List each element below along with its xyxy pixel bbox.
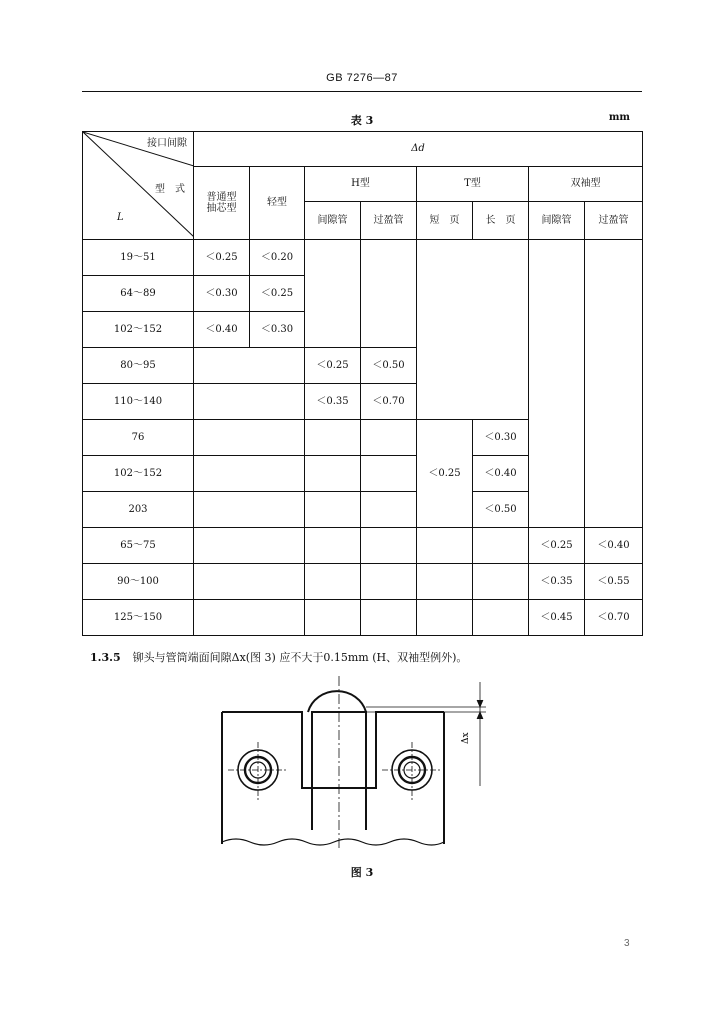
cell-length: 76: [83, 420, 194, 456]
cell-empty: [417, 564, 473, 600]
cell-length: 102～152: [83, 456, 194, 492]
cell-h-over: ＜0.50: [361, 348, 417, 384]
cell-t-long: ＜0.50: [473, 492, 529, 528]
clause-note: [90, 649, 467, 665]
cell-light: ＜0.25: [250, 276, 305, 312]
gap-dimension-label: Δx: [461, 732, 471, 744]
table-row: [83, 528, 643, 564]
cell-empty: [417, 600, 473, 636]
cell-empty: [417, 528, 473, 564]
sub-d-over: 过盈管: [585, 202, 643, 240]
cell-length: 80～95: [83, 348, 194, 384]
cell-empty: [473, 528, 529, 564]
table-caption: 表 3: [350, 114, 374, 127]
cell-ordinary: ＜0.30: [194, 276, 250, 312]
cell-h-gap: ＜0.25: [305, 348, 361, 384]
cell-ordinary: ＜0.40: [194, 312, 250, 348]
group-h: H型: [305, 167, 417, 202]
sub-t-long: 长 页: [473, 202, 529, 240]
cell-empty: [305, 528, 361, 564]
cell-empty: [305, 564, 361, 600]
cell-t-long: ＜0.30: [473, 420, 529, 456]
cell-h-over: ＜0.70: [361, 384, 417, 420]
corner-header: [83, 132, 194, 240]
cell-length: 90～100: [83, 564, 194, 600]
group-ordinary: [194, 167, 250, 240]
cell-d-gap: ＜0.25: [529, 528, 585, 564]
cell-length: 203: [83, 492, 194, 528]
cell-empty: [305, 420, 361, 456]
cell-empty: [194, 420, 305, 456]
table-unit: mm: [608, 112, 630, 123]
figure-3-drawing: [216, 676, 506, 856]
cell-empty: [473, 564, 529, 600]
cell-light: ＜0.30: [250, 312, 305, 348]
cell-h-gap: ＜0.35: [305, 384, 361, 420]
clause-number: 1.3.5: [90, 651, 121, 664]
cell-empty: [473, 600, 529, 636]
cell-t-short: ＜0.25: [417, 420, 473, 528]
cell-d-gap: ＜0.45: [529, 600, 585, 636]
cell-empty: [194, 348, 305, 384]
cell-empty: [194, 600, 305, 636]
cell-length: 64～89: [83, 276, 194, 312]
right-hole: [382, 742, 442, 800]
table-row: [83, 600, 643, 636]
cell-d-gap: ＜0.35: [529, 564, 585, 600]
cell-h-over-empty: [361, 240, 417, 348]
document-code: GB 7276—87: [326, 72, 398, 84]
cell-ordinary: ＜0.25: [194, 240, 250, 276]
cell-empty: [361, 420, 417, 456]
table-row: [83, 240, 643, 276]
sub-h-over: 过盈管: [361, 202, 417, 240]
cell-light: ＜0.20: [250, 240, 305, 276]
cell-empty: [361, 528, 417, 564]
spec-table: [82, 131, 643, 636]
cell-empty: [194, 564, 305, 600]
cell-empty: [194, 384, 305, 420]
cell-empty: [305, 600, 361, 636]
delta-d-header: [194, 132, 643, 167]
cell-length: 102～152: [83, 312, 194, 348]
cell-length: 19～51: [83, 240, 194, 276]
cell-t-long: ＜0.40: [473, 456, 529, 492]
delta-d-label: Δd: [411, 143, 425, 155]
cell-length: 125～150: [83, 600, 194, 636]
corner-label-length: L: [117, 212, 124, 223]
left-leaf-outline: [222, 712, 312, 830]
sub-h-gap: 间隙管: [305, 202, 361, 240]
group-double: 双袖型: [529, 167, 643, 202]
figure-caption: 图 3: [350, 866, 374, 879]
clause-text: 铆头与管筒端面间隙Δx(图 3) 应不大于0.15mm (H、双袖型例外)。: [132, 651, 468, 664]
cell-empty: [305, 456, 361, 492]
cell-empty: [305, 492, 361, 528]
page-number: 3: [624, 938, 630, 949]
cell-d-gap-empty: [529, 240, 585, 528]
group-light: [250, 167, 305, 240]
cell-t-empty: [417, 240, 529, 420]
cell-empty: [194, 456, 305, 492]
break-line: [222, 839, 444, 845]
cell-empty: [194, 492, 305, 528]
cell-d-over: ＜0.70: [585, 600, 643, 636]
left-hole: [228, 742, 288, 800]
cell-empty: [361, 600, 417, 636]
group-t: T型: [417, 167, 529, 202]
cell-length: 110～140: [83, 384, 194, 420]
corner-label-gap: 接口间隙: [147, 138, 187, 149]
cell-h-gap-empty: [305, 240, 361, 348]
cell-d-over: ＜0.55: [585, 564, 643, 600]
cell-d-over-empty: [585, 240, 643, 528]
rivet-head: [308, 691, 366, 712]
table-row: [83, 564, 643, 600]
cell-length: 65～75: [83, 528, 194, 564]
cell-empty: [361, 492, 417, 528]
cell-d-over: ＜0.40: [585, 528, 643, 564]
group-ordinary-label: 普通型 抽芯型: [206, 191, 237, 214]
cell-empty: [361, 456, 417, 492]
cell-empty: [361, 564, 417, 600]
group-light-label: 轻型: [267, 197, 287, 209]
sub-d-gap: 间隙管: [529, 202, 585, 240]
cell-empty: [194, 528, 305, 564]
corner-label-type: 型 式: [155, 184, 185, 195]
header-rule: [82, 91, 642, 92]
sub-t-short: 短 页: [417, 202, 473, 240]
